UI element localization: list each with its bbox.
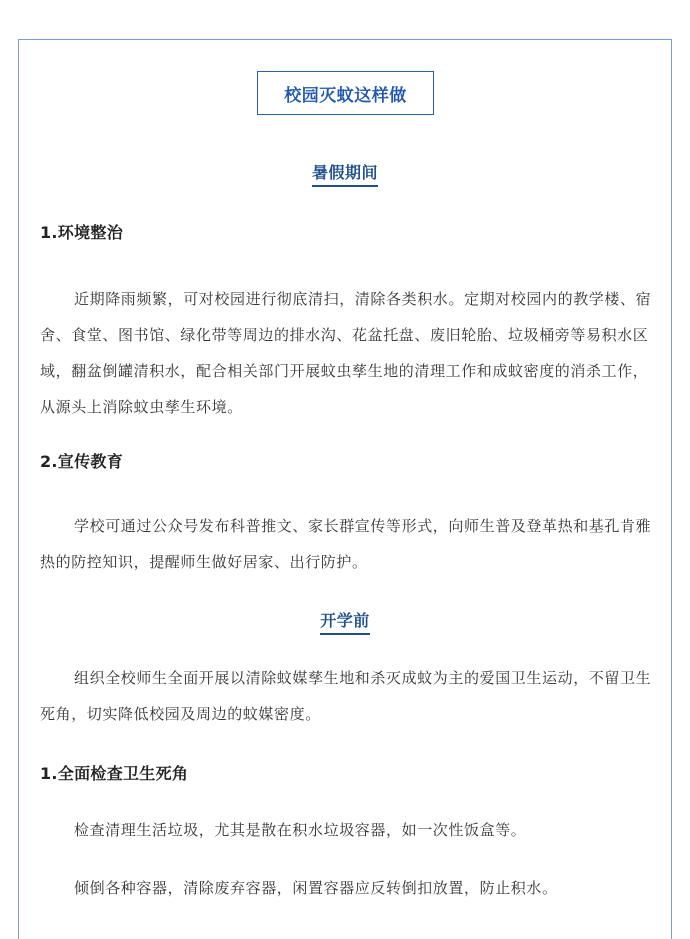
paragraph-inspection-2: 倾倒各种容器，清除废弃容器，闲置容器应反转倒扣放置，防止积水。 <box>74 879 558 897</box>
article-title: 校园灭蚊这样做 <box>257 71 434 115</box>
paragraph-education: 学校可通过公众号发布科普推文、家长群宣传等形式，向师生普及登革热和基孔肯雅热的防控知识，提醒师生做好居家、出行防护。 <box>40 517 652 571</box>
paragraph-inspection-1: 检查清理生活垃圾，尤其是散在积水垃圾容器，如一次性饭盒等。 <box>74 821 527 839</box>
section-before-school-label: 开学前 <box>0 608 690 635</box>
heading-inspection: 1.全面检查卫生死角 <box>40 764 189 783</box>
heading-environment: 1.环境整治 <box>40 223 124 242</box>
paragraph-before-school-intro: 组织全校师生全面开展以清除蚊媒孳生地和杀灭成蚊为主的爱国卫生运动，不留卫生死角，切实降低校园及周边的蚊媒密度。 <box>40 669 652 723</box>
paragraph-environment: 近期降雨频繁，可对校园进行彻底清扫，清除各类积水。定期对校园内的教学楼、宿舍、食堂、图书馆、绿化带等周边的排水沟、花盆托盘、废旧轮胎、垃圾桶旁等易积水区域，翻盆倒罐清积水，配合相关部门开展蚊虫孳生地的清理工作和成蚊密度的消杀工作，从源头上消除蚊虫孳生环境。 <box>40 290 652 416</box>
heading-education: 2.宣传教育 <box>40 452 124 471</box>
section-summer-label: 暑假期间 <box>0 160 690 187</box>
